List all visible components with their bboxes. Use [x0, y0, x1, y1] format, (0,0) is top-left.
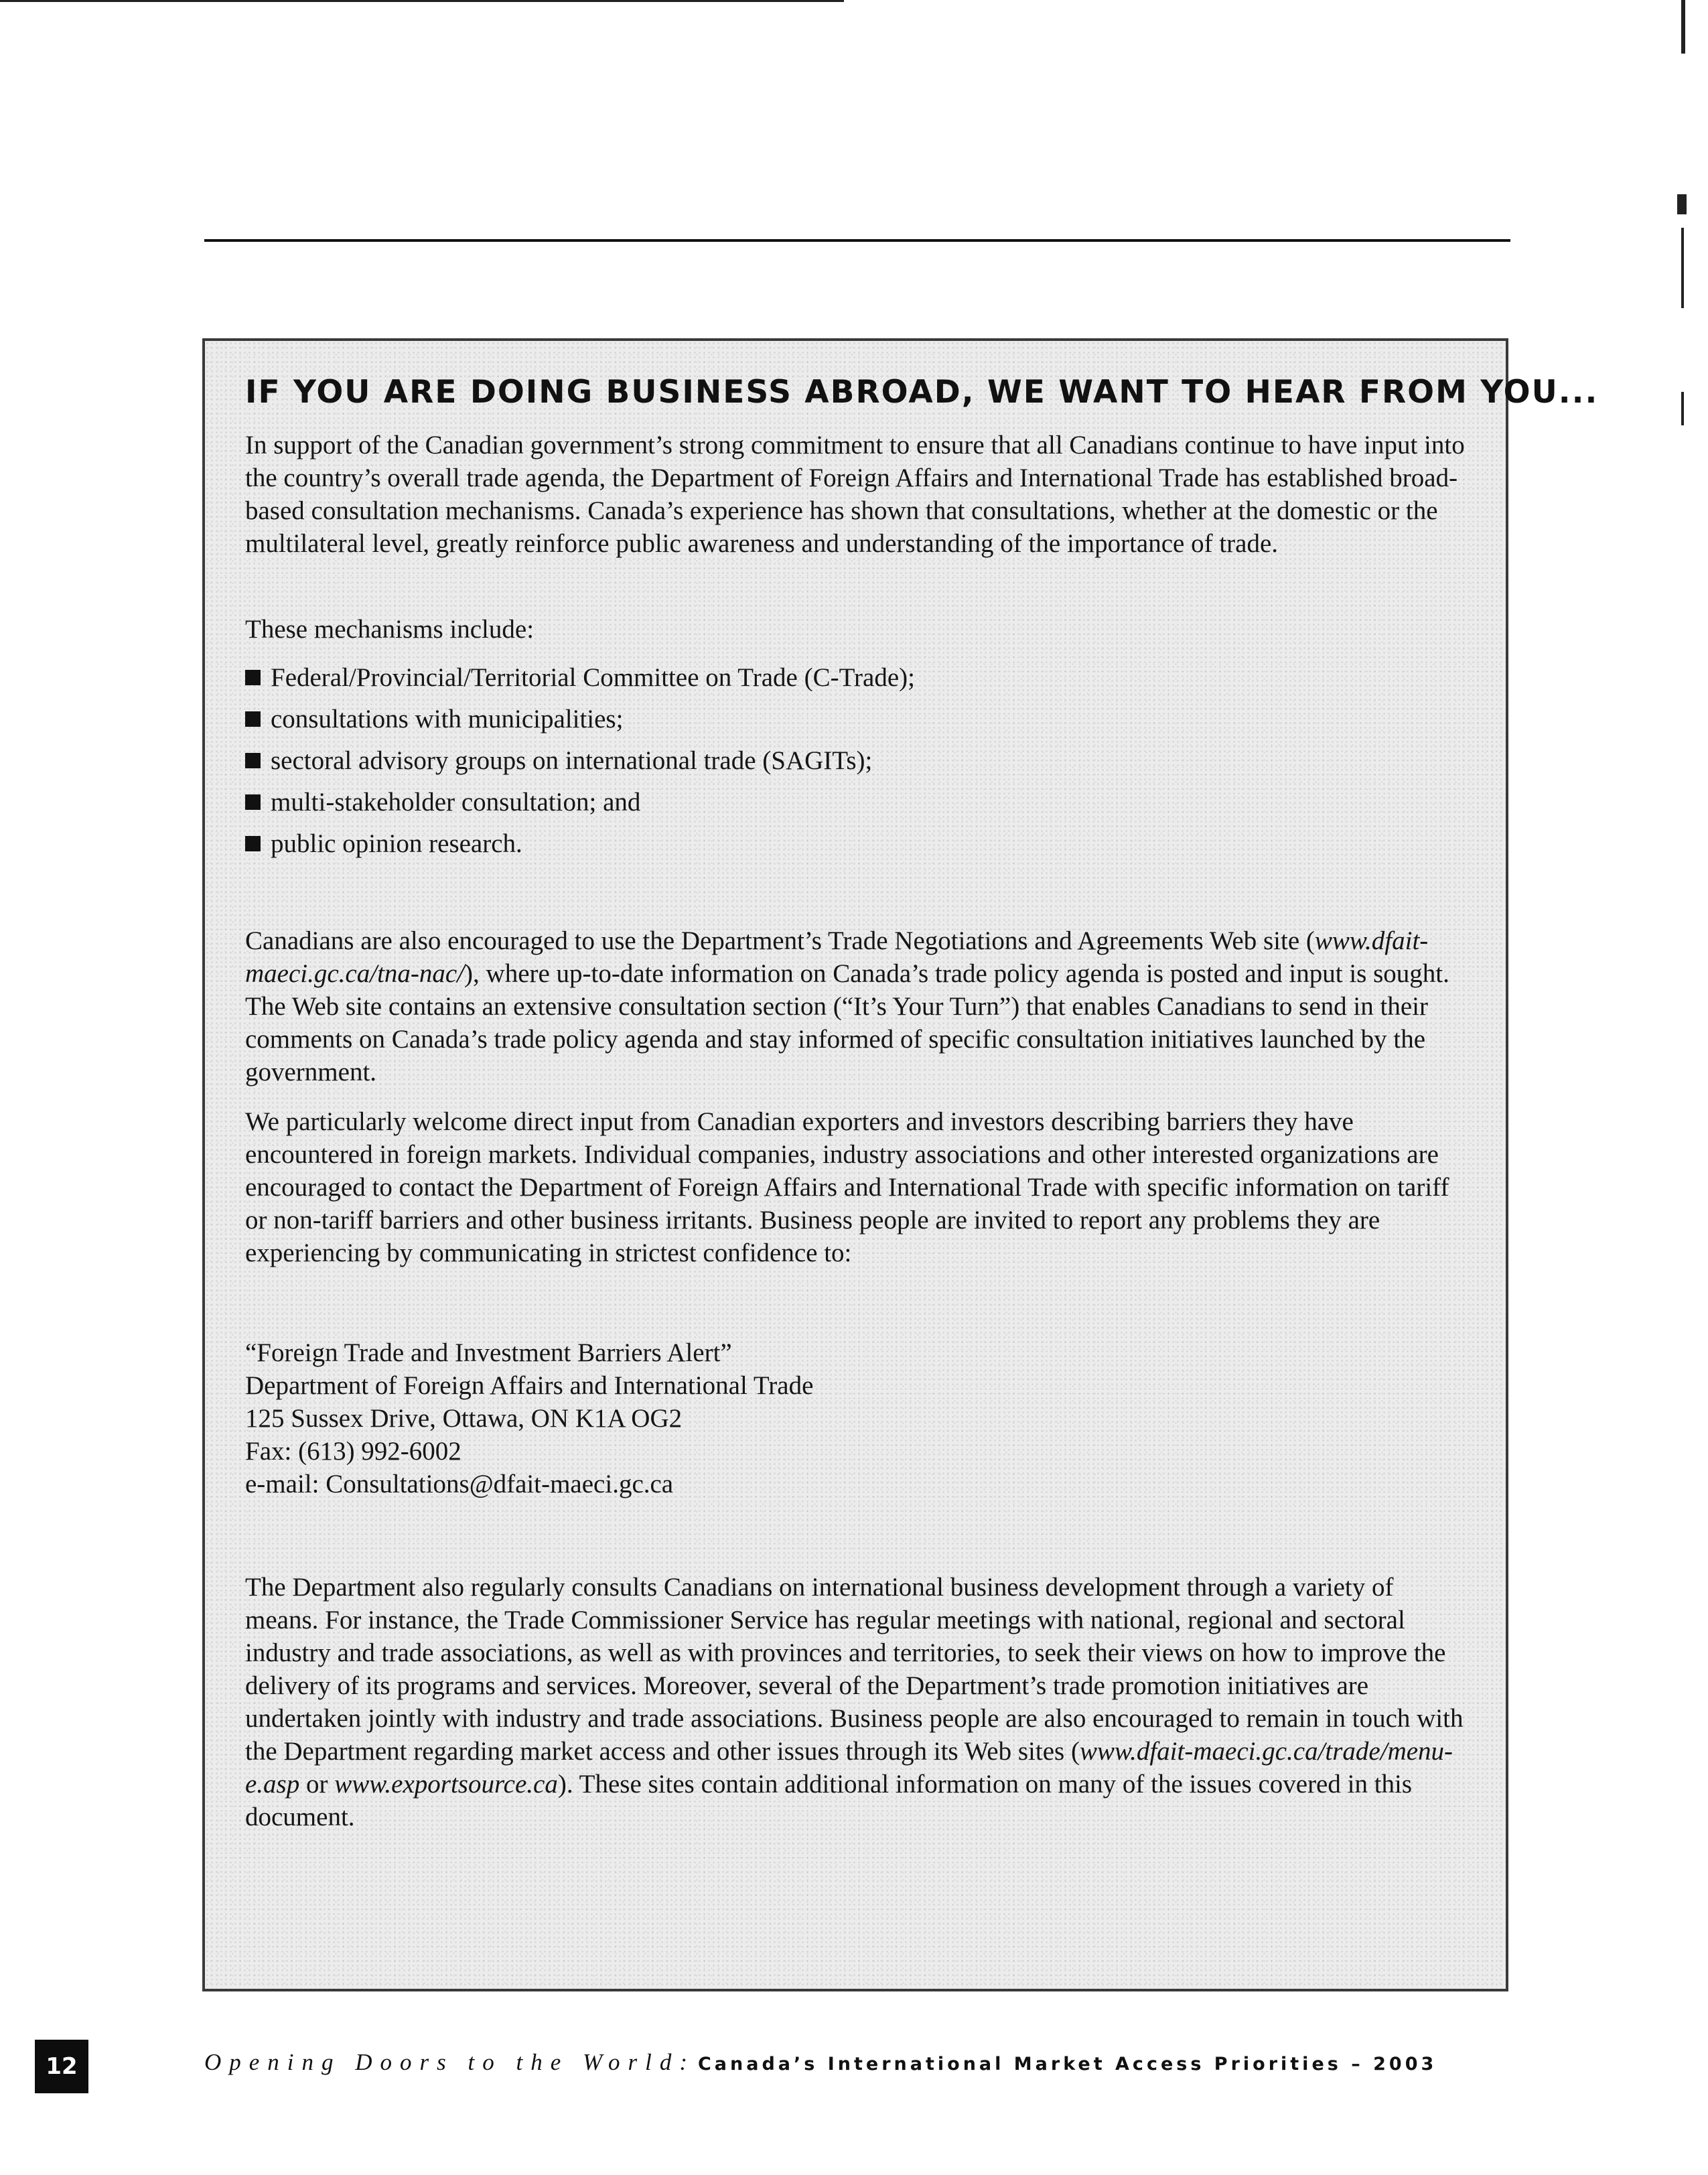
contact-address-block: [245, 1336, 813, 1500]
website-paragraph-text: Canadians are also encouraged to use the Department’s Trade Negotiations and Agreements Web site (: [245, 926, 1315, 955]
list-item-text: multi-stakeholder consultation; and: [271, 787, 641, 817]
list-item: [245, 698, 915, 740]
list-item: [245, 740, 915, 781]
list-item: [245, 656, 915, 698]
scan-edge-mark: [1681, 228, 1684, 308]
header-rule: [204, 239, 1510, 242]
square-bullet-icon: [245, 753, 261, 768]
list-item-text: public opinion research.: [271, 829, 522, 858]
website-paragraph-text: ), where up-to-date information on Canada’s trade policy agenda is posted and input is sought. The Web site contains an extensive consultation section (“It’s Your Turn”) that enables Canadians to send in their comments on Canada’s trade policy agenda and stay informed of specific consultation initiatives launched by the government.: [245, 959, 1449, 1086]
website-paragraph: [245, 924, 1471, 1089]
email-address: e-mail: Consultations@dfait-maeci.gc.ca: [245, 1470, 674, 1498]
closing-paragraph: [245, 1571, 1471, 1833]
trade-website-link[interactable]: www.dfait-maeci.gc.ca/trade/menu-e.asp: [245, 1737, 1453, 1799]
mechanisms-list: [245, 656, 915, 864]
square-bullet-icon: [245, 794, 261, 810]
tna-website-link[interactable]: www.dfait-maeci.gc.ca/tna-nac/: [245, 926, 1429, 988]
address-line: Department of Foreign Affairs and International Trade: [245, 1371, 814, 1400]
fax-number: Fax: (613) 992-6002: [245, 1437, 461, 1466]
square-bullet-icon: [245, 670, 261, 685]
address-line: “Foreign Trade and Investment Barriers Alert”: [245, 1338, 732, 1367]
closing-paragraph-text: The Department also regularly consults Canadians on international business development through a variety of means. For instance, the Trade Commissioner Service has regular meetings with national, regional and sectoral industry and trade associations, as well as with provinces and territories, to seek their views on how to improve the delivery of its programs and services. Moreover, several of the Department’s trade promotion initiatives are undertaken jointly with industry and trade associations. Business people are also encouraged to remain in touch with the Department regarding market access and other issues through its Web sites (: [245, 1573, 1464, 1766]
running-footer: [204, 2044, 1437, 2085]
input-paragraph: We particularly welcome direct input from Canadian exporters and investors describing barriers they have encountered in foreign markets. Individual companies, industry associations and other interested organizations are encouraged to contact the Department of Foreign Affairs and International Trade with specific information on tariff or non-tariff barriers and other business irritants. Business people are invited to report any problems they are experiencing by communicating in strictest confidence to:: [245, 1107, 1449, 1267]
closing-paragraph-text: or: [299, 1770, 335, 1799]
scan-top-edge-line: [0, 0, 844, 2]
list-item: [245, 823, 915, 864]
mechanisms-lead: These mechanisms include:: [245, 615, 535, 644]
intro-paragraph: In support of the Canadian government’s strong commitment to ensure that all Canadians continue to have input into the country’s overall trade agenda, the Department of Foreign Affairs and International Trade has established broad-based consultation mechanisms. Canada’s experience has shown that consultations, whether at the domestic or the multilateral level, greatly reinforce public awareness and understanding of the importance of trade.: [245, 431, 1465, 558]
square-bullet-icon: [245, 711, 261, 727]
footer-subtitle: Canada’s International Market Access Priorities – 2003: [697, 2054, 1437, 2075]
scan-edge-mark: [1677, 194, 1687, 214]
scan-edge-mark: [1681, 392, 1684, 425]
exportsource-website-link[interactable]: www.exportsource.ca: [334, 1770, 558, 1799]
address-line: 125 Sussex Drive, Ottawa, ON K1A OG2: [245, 1404, 683, 1433]
square-bullet-icon: [245, 836, 261, 851]
footer-series-title: Opening Doors to the World:: [204, 2049, 695, 2075]
list-item-text: sectoral advisory groups on international trade (SAGITs);: [271, 746, 873, 775]
sidebar-title: IF YOU ARE DOING BUSINESS ABROAD, WE WANT TO HEAR FROM YOU...: [245, 374, 1599, 411]
list-item-text: consultations with municipalities;: [271, 704, 624, 733]
list-item-text: Federal/Provincial/Territorial Committee on Trade (C-Trade);: [271, 662, 915, 692]
closing-paragraph-text: ). These sites contain additional information on many of the issues covered in this document.: [245, 1770, 1413, 1831]
scan-edge-mark: [1681, 0, 1685, 54]
page-number: 12: [35, 2040, 88, 2093]
list-item: [245, 781, 915, 823]
